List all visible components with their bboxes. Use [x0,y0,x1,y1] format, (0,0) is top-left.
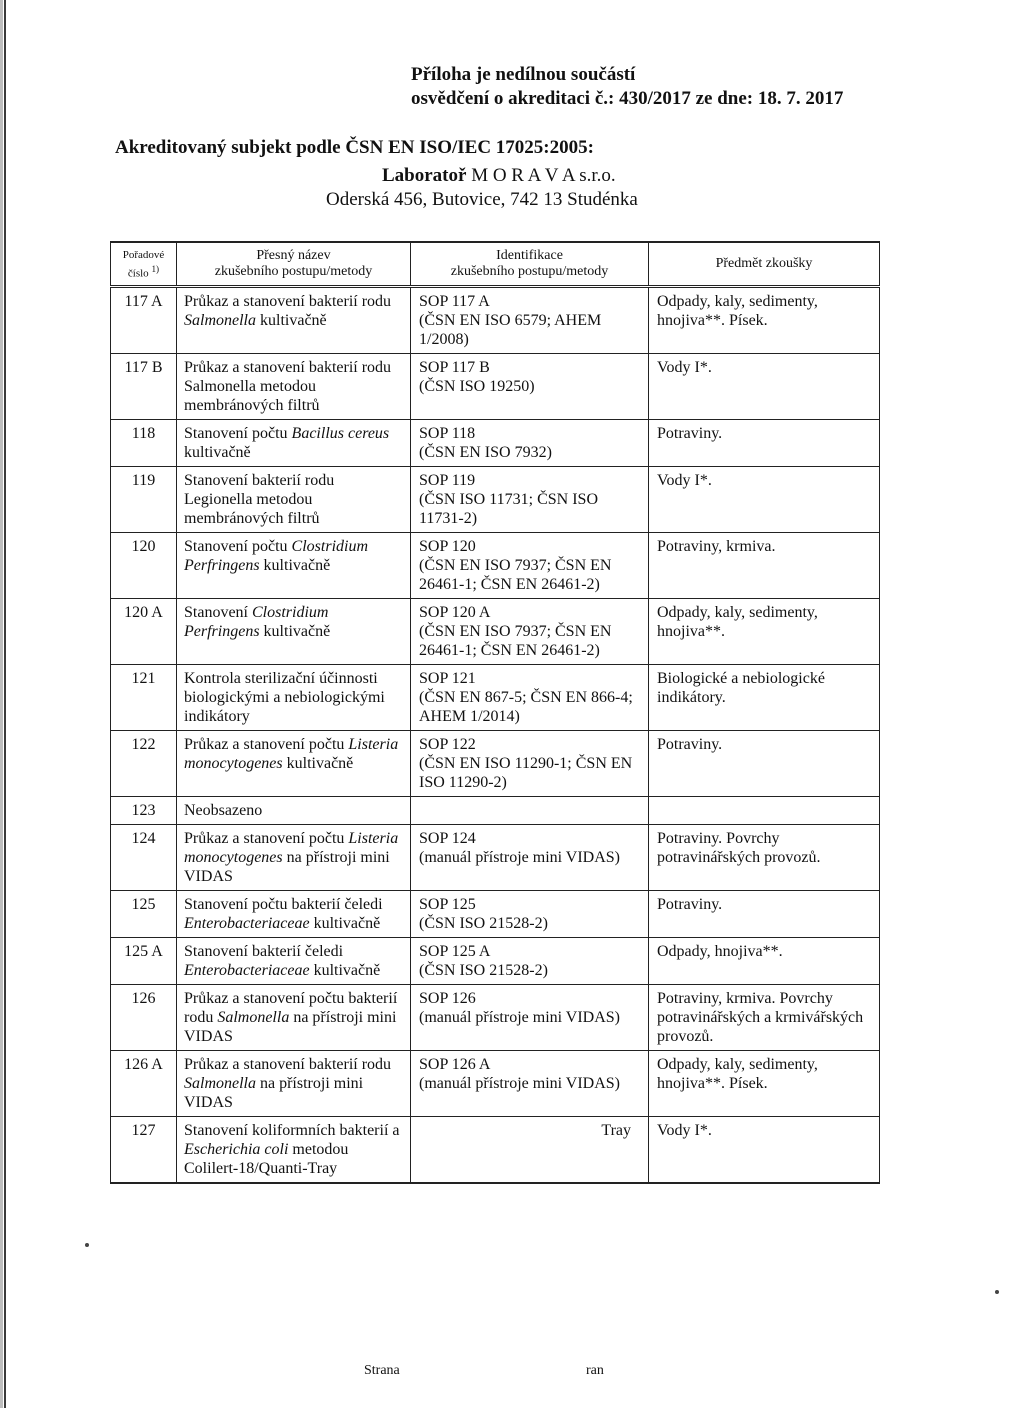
row-method-name [177,891,411,938]
table-row [111,985,880,1051]
method-name-text: Kontrola sterilizační účinnosti biologickými a nebiologickými indikátory [184,670,385,725]
standard-reference: (manuál přístroje mini VIDAS) [419,1009,621,1026]
row-method-identification [411,599,649,665]
row-method-identification [411,938,649,985]
row-test-subject: Odpady, hnojiva**. [649,938,880,985]
row-order-number: 120 [111,533,177,599]
row-test-subject: Potraviny. [649,420,880,467]
row-test-subject: Biologické a nebiologické indikátory. [649,665,880,731]
accredited-subject-title: Akreditovaný subjekt podle ČSN EN ISO/IEC 17025:2005: [115,137,594,158]
method-name-text: Stanovení [184,604,252,621]
page-edge-shadow [0,0,3,1408]
laboratory-address: Oderská 456, Butovice, 742 13 Studénka [326,189,638,210]
standard-reference: (manuál přístroje mini VIDAS) [419,849,621,866]
table-row [111,1117,880,1184]
standard-reference: (ČSN ISO 11731; ČSN ISO 11731-2) [419,491,598,527]
method-name-text: Průkaz a stanovení počtu bakterií rodu [184,990,398,1026]
standard-reference: (ČSN ISO 21528-2) [419,962,548,979]
row-test-subject: Odpady, kaly, sedimenty, hnojiva**. [649,599,880,665]
sop-code: SOP 118 [419,425,476,442]
organism-name: Clostridium Perfringens [184,604,329,640]
organism-name: Escherichia coli [184,1141,289,1158]
table-row [111,797,880,825]
row-order-number: 126 [111,985,177,1051]
method-name-text: metodou Colilert-18/Quanti-Tray [184,1141,349,1177]
row-method-identification [411,891,649,938]
row-method-name [177,1117,411,1184]
table-row [111,731,880,797]
table-row [111,1051,880,1117]
row-test-subject: Potraviny. Povrchy potravinářských provozů. [649,825,880,891]
method-name-text: Neobsazeno [184,802,263,819]
standard-reference: (ČSN EN ISO 6579; AHEM 1/2008) [419,312,602,348]
header-method-identification [411,242,649,287]
row-order-number: 118 [111,420,177,467]
header-subject-label: Předmět zkoušky [715,256,813,271]
page-edge [4,0,6,1408]
row-method-name [177,665,411,731]
laboratory-prefix: Laboratoř [382,165,467,186]
row-method-name [177,354,411,420]
row-test-subject: Vody I*. [649,354,880,420]
row-method-name [177,1051,411,1117]
method-name-text: kultivačně [282,755,354,772]
sop-code: SOP 121 [419,670,476,687]
table-row [111,599,880,665]
row-test-subject: Odpady, kaly, sedimenty, hnojiva**. Písek. [649,287,880,354]
row-method-name [177,938,411,985]
table-row [111,420,880,467]
row-test-subject: Vody I*. [649,1117,880,1184]
table-row [111,467,880,533]
method-name-text: kultivačně [259,623,331,640]
standard-reference: (ČSN EN ISO 7932) [419,444,552,461]
method-name-text: Stanovení bakterií rodu Legionella metodou membránových filtrů [184,472,335,527]
row-method-identification [411,287,649,354]
row-method-name [177,731,411,797]
row-test-subject: Potraviny, krmiva. [649,533,880,599]
header-order-number-line1: Pořadové [122,248,165,261]
header-order-number-footnote: 1) [151,263,160,274]
organism-name: Clostridium Perfringens [184,538,369,574]
row-order-number: 117 A [111,287,177,354]
method-name-text: Stanovení počtu [184,425,292,442]
row-order-number: 124 [111,825,177,891]
row-method-name [177,533,411,599]
row-test-subject: Potraviny. [649,731,880,797]
method-name-text: kultivačně [259,557,331,574]
sop-code: SOP 126 A [419,1056,491,1073]
row-method-identification [411,420,649,467]
scan-speck [85,1243,89,1247]
header-method-name-line1: Přesný název [256,248,331,263]
row-method-identification [411,825,649,891]
row-order-number: 127 [111,1117,177,1184]
row-method-identification [411,467,649,533]
table-row [111,891,880,938]
sop-code: SOP 120 A [419,604,491,621]
sop-code: SOP 125 A [419,943,491,960]
method-name-text: kultivačně [309,962,381,979]
organism-name: Salmonella [217,1009,290,1026]
accreditation-reference: osvědčení o akreditaci č.: 430/2017 ze dne: 18. 7. 2017 [411,88,844,109]
row-order-number: 126 A [111,1051,177,1117]
table-row [111,354,880,420]
organism-name: Enterobacteriaceae [184,962,310,979]
method-name-text: Průkaz a stanovení počtu [184,736,349,753]
scan-speck [995,1290,999,1294]
organism-name: Listeria monocytogenes [184,736,399,772]
methods-table [110,241,880,1184]
standard-reference: (ČSN ISO 21528-2) [419,915,548,932]
table-row [111,287,880,354]
footer-page-suffix: ran [586,1363,604,1378]
row-method-identification [411,797,649,825]
table-row [111,665,880,731]
method-name-text: Stanovení počtu [184,538,292,555]
standard-reference: Tray [601,1122,631,1139]
header-ident-line2: zkušebního postupu/metody [450,264,609,279]
row-order-number: 125 A [111,938,177,985]
row-method-identification [411,731,649,797]
organism-name: Salmonella [184,1075,256,1092]
row-order-number: 123 [111,797,177,825]
table-row [111,533,880,599]
row-order-number: 125 [111,891,177,938]
row-test-subject: Potraviny, krmiva. Povrchy potravinářských a krmivářských provozů. [649,985,880,1051]
standard-reference: (ČSN EN ISO 7937; ČSN EN 26461-1; ČSN EN 26461-2) [419,623,612,659]
standard-reference: (manuál přístroje mini VIDAS) [419,1075,621,1092]
header-order-number-line2: číslo [127,267,149,280]
organism-name: Listeria monocytogenes [184,830,399,866]
row-method-identification [411,354,649,420]
row-test-subject: Vody I*. [649,467,880,533]
row-method-identification [411,1117,649,1184]
annex-title: Příloha je nedílnou součástí [411,64,636,85]
row-order-number: 119 [111,467,177,533]
standard-reference: (ČSN EN 867-5; ČSN EN 866-4; AHEM 1/2014) [419,689,633,725]
standard-reference: (ČSN ISO 19250) [419,378,535,395]
row-test-subject [649,797,880,825]
header-test-subject [649,242,880,287]
method-name-text: na přístroji mini VIDAS [184,849,390,885]
method-name-text: kultivačně [184,444,251,461]
table-row [111,938,880,985]
table-header-row [111,242,880,287]
row-test-subject: Potraviny. [649,891,880,938]
method-name-text: na přístroji mini VIDAS [184,1009,397,1045]
method-name-text: na přístroji mini VIDAS [184,1075,364,1111]
method-name-text: Průkaz a stanovení bakterií rodu [184,1056,392,1073]
row-method-identification [411,665,649,731]
standard-reference: (ČSN EN ISO 11290-1; ČSN EN ISO 11290-2) [419,755,633,791]
row-method-identification [411,985,649,1051]
row-method-name [177,825,411,891]
method-name-text: kultivačně [256,312,327,329]
row-method-name [177,797,411,825]
header-order-number [111,242,177,287]
sop-code: SOP 119 [419,472,476,489]
sop-code: SOP 122 [419,736,476,753]
method-name-text: Stanovení počtu bakterií čeledi [184,896,383,913]
sop-code: SOP 117 A [419,293,490,310]
method-name-text: Průkaz a stanovení bakterií rodu Salmonella metodou membránových filtrů [184,359,392,414]
sop-code: SOP 120 [419,538,476,555]
row-order-number: 120 A [111,599,177,665]
header-method-name-line2: zkušebního postupu/metody [214,264,373,279]
row-method-name [177,467,411,533]
sop-code: SOP 124 [419,830,476,847]
sop-code: SOP 125 [419,896,476,913]
organism-name: Bacillus cereus [291,425,390,442]
row-method-name [177,287,411,354]
method-name-text: Průkaz a stanovení počtu [184,830,349,847]
method-name-text: Průkaz a stanovení bakterií rodu [184,293,392,310]
header-ident-line1: Identifikace [496,248,563,263]
row-order-number: 121 [111,665,177,731]
row-method-identification [411,1051,649,1117]
organism-name: Enterobacteriaceae [184,915,310,932]
row-method-name [177,599,411,665]
method-name-text: Stanovení koliformních bakterií a [184,1122,400,1139]
table-row [111,825,880,891]
sop-code: SOP 117 B [419,359,490,376]
header-method-name [177,242,411,287]
row-method-identification [411,533,649,599]
method-name-text: kultivačně [309,915,381,932]
row-method-name [177,985,411,1051]
method-name-text: Stanovení bakterií čeledi [184,943,344,960]
standard-reference: (ČSN EN ISO 7937; ČSN EN 26461-1; ČSN EN 26461-2) [419,557,612,593]
row-order-number: 117 B [111,354,177,420]
laboratory-name [382,165,616,187]
sop-code: SOP 126 [419,990,476,1007]
footer-page-label: Strana [364,1363,400,1378]
row-method-name [177,420,411,467]
row-order-number: 122 [111,731,177,797]
row-test-subject: Odpady, kaly, sedimenty, hnojiva**. Písek. [649,1051,880,1117]
laboratory-company: M O R A V A s.r.o. [471,165,616,186]
organism-name: Salmonella [184,312,256,329]
methods-table-container [110,241,879,1184]
